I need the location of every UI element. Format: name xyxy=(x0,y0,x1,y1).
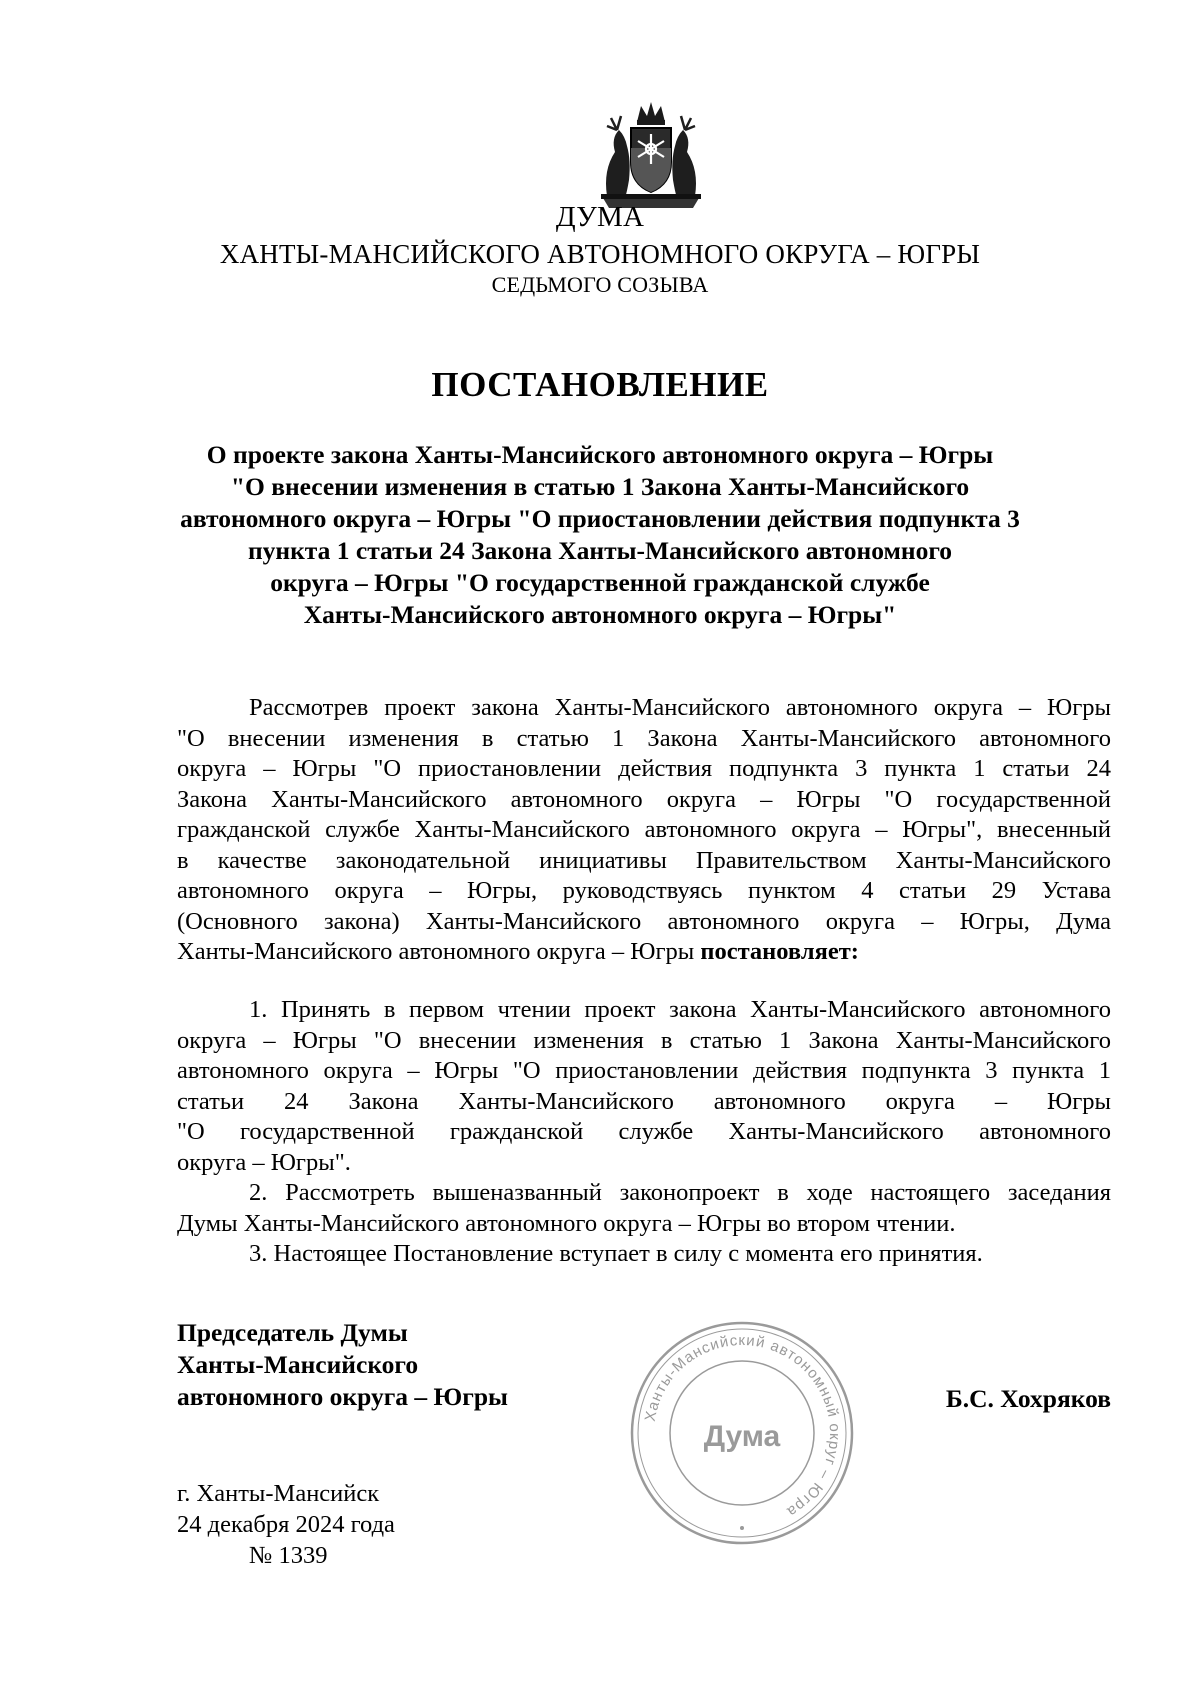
region-name: ХАНТЫ-МАНСИЙСКОГО АВТОНОМНОГО ОКРУГА – ЮГРЫ xyxy=(219,239,981,269)
preamble-line: Закона Ханты-Мансийского автономного округа – Югры "О государственной xyxy=(177,785,1111,813)
signer-name: Б.С. Хохряков xyxy=(945,1384,1111,1413)
subject-line: Ханты-Мансийского автономного округа – Югры" xyxy=(303,600,897,629)
item-2-line: 2. Рассмотреть вышеназванный законопроект в ходе настоящего заседания xyxy=(249,1179,1111,1206)
seal-ring-text: Ханты-Мансийский автономный округ – Югра xyxy=(641,1331,844,1521)
preamble-line: (Основного закона) Ханты-Мансийского автономного округа – Югры, Дума xyxy=(177,907,1111,935)
preamble-line: гражданской службе Ханты-Мансийского автономного округа – Югры", внесенный xyxy=(177,816,1111,843)
preamble-line: в качестве законодательной инициативы Правительством Ханты-Мансийского xyxy=(177,846,1111,874)
preamble-line: "О внесении изменения в статью 1 Закона Ханты-Мансийского автономного xyxy=(177,724,1111,752)
item-1-line: округа – Югры". xyxy=(177,1148,351,1176)
document-type-title: ПОСТАНОВЛЕНИЕ xyxy=(431,365,769,404)
subject-line: округа – Югры "О государственной гражданской службе xyxy=(270,568,930,597)
place-date-block xyxy=(177,1478,577,1571)
subject-line: пункта 1 статьи 24 Закона Ханты-Мансийского автономного xyxy=(247,536,953,565)
date: 24 декабря 2024 года xyxy=(177,1511,395,1538)
signer-title-line: Ханты-Мансийского xyxy=(177,1350,419,1379)
official-seal xyxy=(627,1318,857,1548)
resolves-keyword: постановляет: xyxy=(700,938,859,965)
coat-of-arms-icon xyxy=(597,100,705,210)
preamble-line: автономного округа – Югры, руководствуясь пунктом 4 статьи 29 Устава xyxy=(177,877,1111,904)
signer-title xyxy=(177,1317,577,1413)
subject-line: "О внесении изменения в статью 1 Закона Ханты-Мансийского xyxy=(230,472,970,501)
resolution-items xyxy=(177,995,1111,1270)
item-1-line: "О государственной гражданской службе Ханты-Мансийского автономного xyxy=(177,1118,1111,1145)
item-1-line: статьи 24 Закона Ханты-Мансийского автономного округа – Югры xyxy=(177,1087,1111,1115)
item-3-line: 3. Настоящее Постановление вступает в силу с момента его принятия. xyxy=(249,1240,983,1267)
signer-title-line: автономного округа – Югры xyxy=(177,1382,508,1411)
preamble-line: Рассмотрев проект закона Ханты-Мансийского автономного округа – Югры xyxy=(249,694,1111,721)
document-number: № 1339 xyxy=(249,1542,328,1569)
place: г. Ханты-Мансийск xyxy=(177,1480,380,1507)
seal-center-text: Дума xyxy=(703,1420,781,1453)
preamble-line: Ханты-Мансийского автономного округа – Югры xyxy=(177,938,701,965)
item-1-line: автономного округа – Югры "О приостановлении действия подпункта 3 пункта 1 xyxy=(177,1057,1111,1084)
preamble-last-line xyxy=(177,937,1111,968)
preamble-line: округа – Югры "О приостановлении действия подпункта 3 пункта 1 статьи 24 xyxy=(177,755,1111,782)
convocation: СЕДЬМОГО СОЗЫВА xyxy=(491,272,709,297)
org-name: ДУМА xyxy=(555,201,645,233)
document-subject xyxy=(180,439,1020,631)
item-1-line: округа – Югры "О внесении изменения в статью 1 Закона Ханты-Мансийского xyxy=(177,1026,1111,1054)
preamble-paragraph xyxy=(177,693,1111,968)
signer-title-line: Председатель Думы xyxy=(177,1318,408,1347)
item-2-line: Думы Ханты-Мансийского автономного округа – Югры во втором чтении. xyxy=(177,1209,956,1237)
subject-line: О проекте закона Ханты-Мансийского автономного округа – Югры xyxy=(206,440,994,469)
subject-line: автономного округа – Югры "О приостановлении действия подпункта 3 xyxy=(180,504,1020,533)
item-1-line: 1. Принять в первом чтении проект закона Ханты-Мансийского автономного xyxy=(249,996,1111,1023)
